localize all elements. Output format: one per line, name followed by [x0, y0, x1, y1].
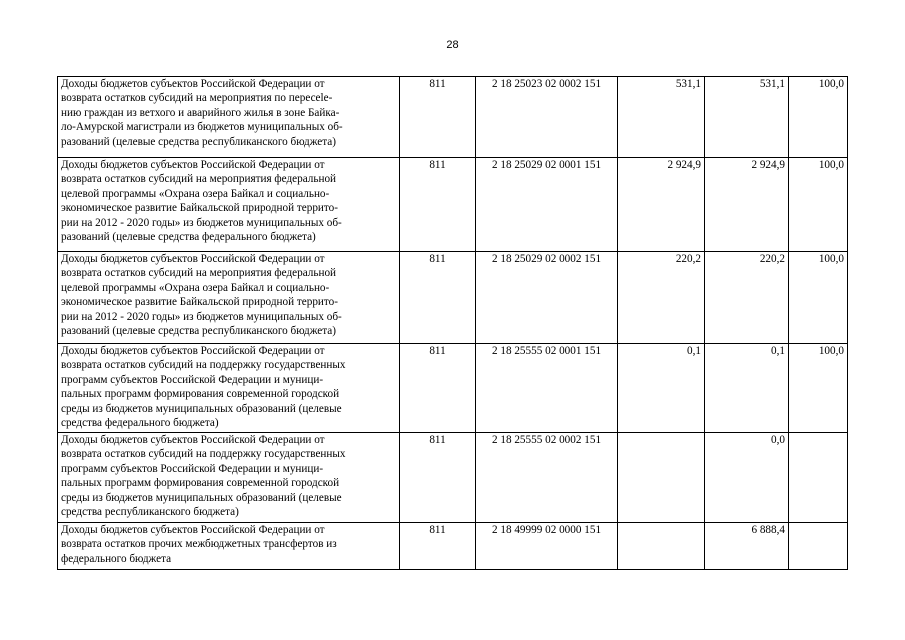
percent-cell: 100,0	[789, 158, 848, 252]
page-number: 28	[446, 39, 459, 51]
revenue-name-cell	[58, 252, 400, 344]
text-line: среды из бюджетов муниципальных образований (целевые	[61, 402, 342, 415]
executed-cell: 531,1	[705, 77, 789, 158]
executed-cell: 0,1	[705, 344, 789, 433]
admin-code-cell: 811	[400, 344, 476, 433]
budget-code-cell: 2 18 25023 02 0002 151	[476, 77, 618, 158]
plan-cell: 2 924,9	[618, 158, 705, 252]
text-line: Доходы бюджетов субъектов Российской Федерации от	[61, 524, 325, 536]
text-line: разований (целевые средства федерального бюджета)	[61, 231, 316, 244]
admin-code-cell: 811	[400, 433, 476, 523]
text-line: Доходы бюджетов субъектов Российской Федерации от	[61, 345, 325, 357]
text-line: разований (целевые средства республиканского бюджета)	[61, 135, 336, 148]
percent-cell	[789, 433, 848, 523]
revenue-name-cell	[58, 77, 400, 158]
budget-revenue-table	[57, 76, 848, 570]
plan-cell: 220,2	[618, 252, 705, 344]
text-line: Доходы бюджетов субъектов Российской Федерации от	[61, 159, 325, 171]
table-row	[58, 344, 848, 433]
budget-code-cell: 2 18 25555 02 0002 151	[476, 433, 618, 523]
revenue-name-cell	[58, 344, 400, 433]
text-line: федерального бюджета	[61, 552, 172, 565]
text-line: возврата остатков субсидий на поддержку государственных	[61, 359, 346, 372]
admin-code-cell: 811	[400, 252, 476, 344]
text-line: возврата остатков субсидий на мероприятия федеральной	[61, 267, 337, 280]
text-line: возврата остатков прочих межбюджетных трансфертов из	[61, 538, 337, 551]
table-row	[58, 252, 848, 344]
plan-cell: 0,1	[618, 344, 705, 433]
text-line: пальных программ формирования современной городской	[61, 477, 340, 490]
plan-cell	[618, 523, 705, 570]
executed-cell: 0,0	[705, 433, 789, 523]
text-line: целевой программы «Охрана озера Байкал и социально-	[61, 281, 330, 294]
text-line: целевой программы «Охрана озера Байкал и социально-	[61, 187, 330, 200]
percent-cell	[789, 523, 848, 570]
text-line: программ субъектов Российской Федерации и муници-	[61, 462, 324, 475]
executed-cell: 6 888,4	[705, 523, 789, 570]
percent-cell: 100,0	[789, 77, 848, 158]
budget-code-cell: 2 18 25029 02 0001 151	[476, 158, 618, 252]
table-row	[58, 523, 848, 570]
revenue-name-cell	[58, 158, 400, 252]
text-line: экономическое развитие Байкальской природной террито-	[61, 202, 338, 215]
text-line: средства республиканского бюджета)	[61, 506, 239, 519]
budget-code-cell: 2 18 25555 02 0001 151	[476, 344, 618, 433]
text-line: разований (целевые средства республиканского бюджета)	[61, 325, 336, 338]
text-line: ло-Амурской магистрали из бюджетов муниципальных об-	[61, 121, 343, 134]
admin-code-cell: 811	[400, 523, 476, 570]
table-row	[58, 158, 848, 252]
text-line: экономическое развитие Байкальской природной террито-	[61, 296, 338, 309]
text-line: возврата остатков субсидий на мероприятия федеральной	[61, 173, 337, 186]
percent-cell: 100,0	[789, 344, 848, 433]
executed-cell: 2 924,9	[705, 158, 789, 252]
text-line: возврата остатков субсидий на поддержку государственных	[61, 448, 346, 461]
text-line: нию граждан из ветхого и аварийного жилья в зоне Байка-	[61, 106, 340, 119]
text-line: пальных программ формирования современной городской	[61, 388, 340, 401]
percent-cell: 100,0	[789, 252, 848, 344]
text-line: Доходы бюджетов субъектов Российской Федерации от	[61, 78, 325, 90]
text-line: среды из бюджетов муниципальных образований (целевые	[61, 491, 342, 504]
admin-code-cell: 811	[400, 158, 476, 252]
admin-code-cell: 811	[400, 77, 476, 158]
text-line: программ субъектов Российской Федерации и муници-	[61, 373, 324, 386]
table-row	[58, 433, 848, 523]
plan-cell: 531,1	[618, 77, 705, 158]
budget-code-cell: 2 18 25029 02 0002 151	[476, 252, 618, 344]
plan-cell	[618, 433, 705, 523]
text-line: Доходы бюджетов субъектов Российской Федерации от	[61, 434, 325, 446]
revenue-name-cell	[58, 523, 400, 570]
text-line: Доходы бюджетов субъектов Российской Федерации от	[61, 253, 325, 265]
executed-cell: 220,2	[705, 252, 789, 344]
text-line: рии на 2012 - 2020 годы» из бюджетов муниципальных об-	[61, 216, 342, 229]
table-row	[58, 77, 848, 158]
budget-code-cell: 2 18 49999 02 0000 151	[476, 523, 618, 570]
text-line: возврата остатков субсидий на мероприятия по пересele-	[61, 92, 333, 105]
text-line: средства федерального бюджета)	[61, 417, 219, 430]
revenue-name-cell	[58, 433, 400, 523]
text-line: рии на 2012 - 2020 годы» из бюджетов муниципальных об-	[61, 310, 342, 323]
